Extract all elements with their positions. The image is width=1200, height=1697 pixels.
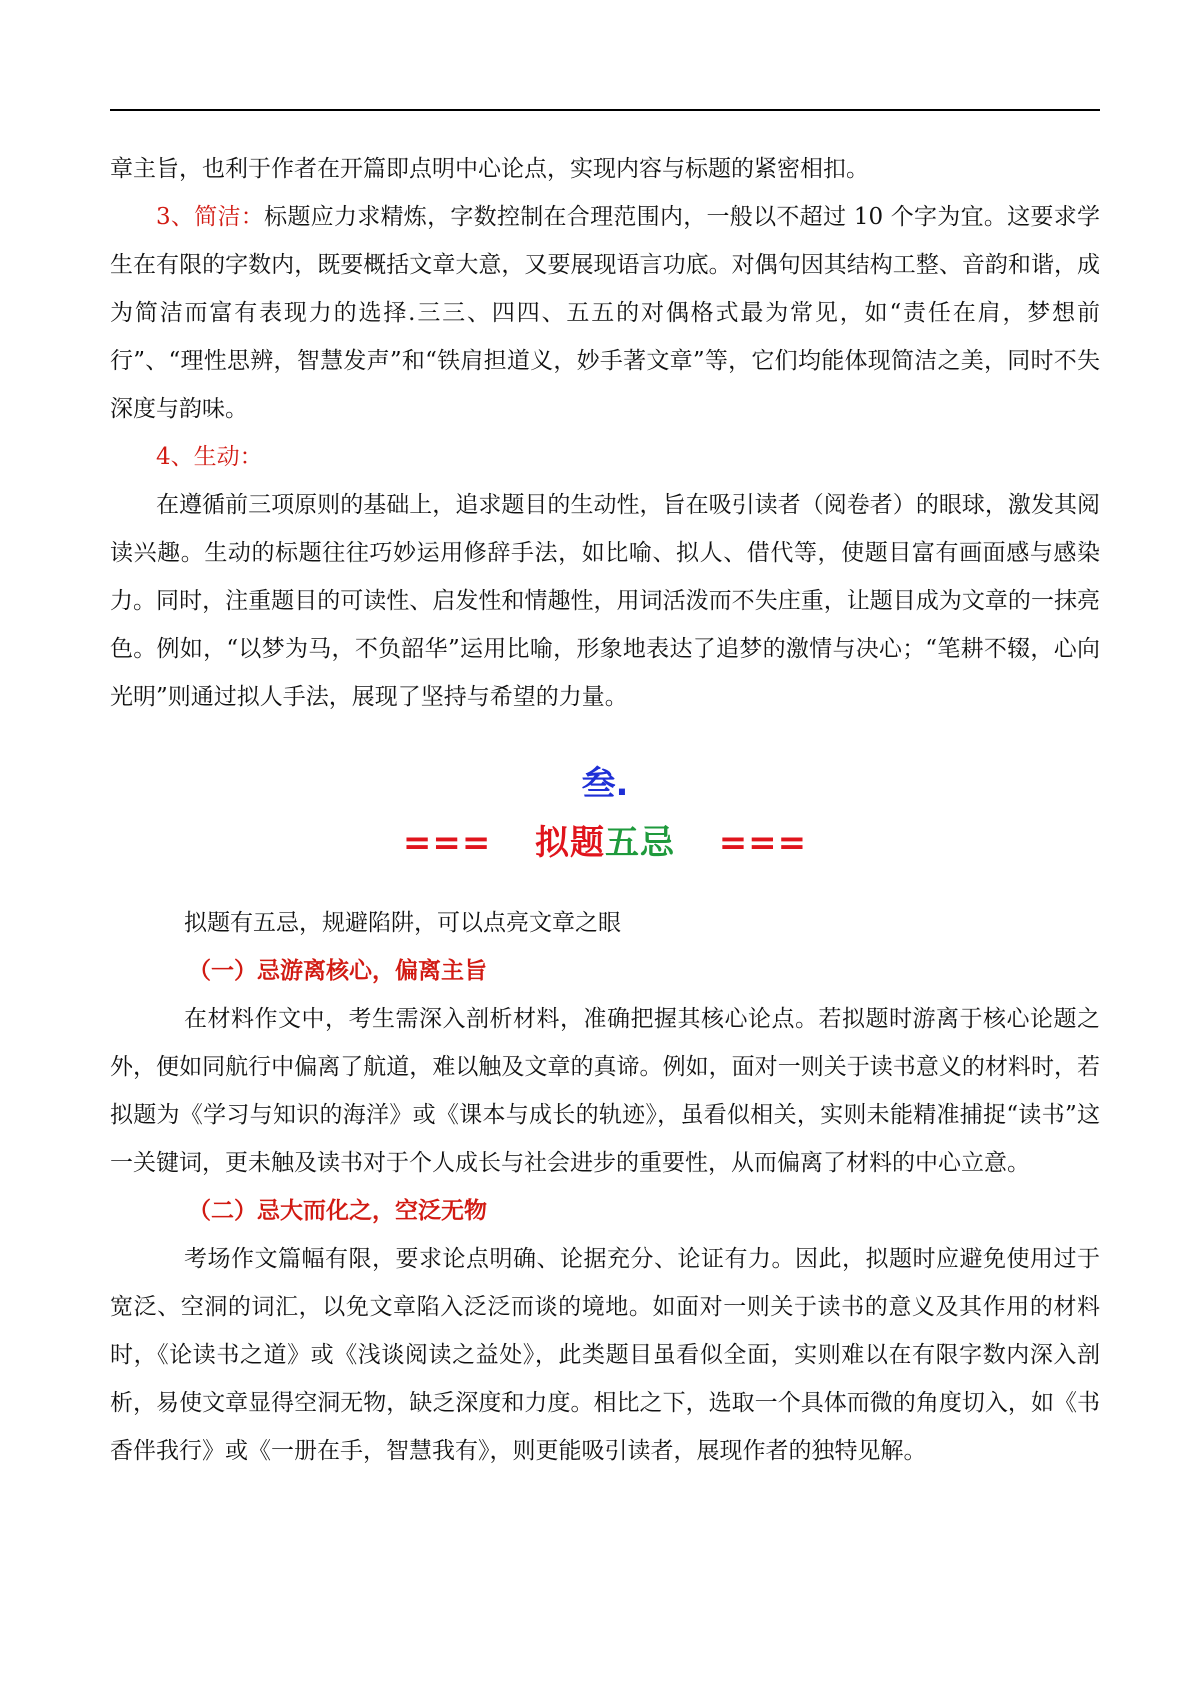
title-deco-left: === [402, 823, 492, 863]
label-concise: 3、简洁： [156, 204, 265, 230]
section-title [110, 815, 1100, 871]
paragraph-concise [110, 193, 1100, 433]
section-number: 叁. [581, 764, 629, 804]
paragraph-continued: 章主旨，也利于作者在开篇即点明中心论点，实现内容与标题的紧密相扣。 [110, 156, 869, 182]
text-concise: 标题应力求精炼，字数控制在合理范围内，一般以不超过 10 个字为宜。这要求学生在有限的字数内，既要概括文章大意，又要展现语言功底。对偶句因其结构工整、音韵和谐，成为简洁而富有表现力的选择.三三、四四、五五的对偶格式最为常见，如“责任在肩，梦想前行”、“理性思辨，智慧发声”和“铁肩担道义，妙手著文章”等，它们均能体现简洁之美，同时不失深度与韵味。 [110, 204, 1101, 422]
document-body [110, 145, 1100, 1475]
label-vivid: 4、生动： [156, 444, 263, 470]
subheading-1: （一）忌游离核心，偏离主旨 [188, 958, 487, 984]
title-deco-right: === [718, 823, 808, 863]
section-heading [110, 759, 1100, 871]
subheading-2: （二）忌大而化之，空泛无物 [188, 1198, 487, 1224]
paragraph-vivid: 在遵循前三项原则的基础上，追求题目的生动性，旨在吸引读者（阅卷者）的眼球，激发其阅读兴趣。生动的标题往往巧妙运用修辞手法，如比喻、拟人、借代等，使题目富有画面感与感染力。同时，注重题目的可读性、启发性和情趣性，用词活泼而不失庄重，让题目成为文章的一抹亮色。例如，“以梦为马，不负韶华”运用比喻，形象地表达了追梦的激情与决心；“笔耕不辍，心向光明”则通过拟人手法，展现了坚持与希望的力量。 [110, 492, 1100, 710]
title-part-2: 五忌 [605, 823, 675, 863]
title-part-1: 拟题 [535, 823, 605, 863]
paragraph-sub2: 考场作文篇幅有限，要求论点明确、论据充分、论证有力。因此，拟题时应避免使用过于宽泛、空洞的词汇，以免文章陷入泛泛而谈的境地。如面对一则关于读书的意义及其作用的材料时，《论读书之道》或《浅谈阅读之益处》，此类题目虽看似全面，实则难以在有限字数内深入剖析，易使文章显得空洞无物，缺乏深度和力度。相比之下，选取一个具体而微的角度切入，如《书香伴我行》或《一册在手，智慧我有》，则更能吸引读者，展现作者的独特见解。 [110, 1246, 1100, 1464]
section-intro: 拟题有五忌，规避陷阱，可以点亮文章之眼 [184, 910, 621, 936]
header-rule [110, 109, 1100, 111]
paragraph-sub1: 在材料作文中，考生需深入剖析材料，准确把握其核心论点。若拟题时游离于核心论题之外，便如同航行中偏离了航道，难以触及文章的真谛。例如，面对一则关于读书意义的材料时，若拟题为《学习与知识的海洋》或《课本与成长的轨迹》，虽看似相关，实则未能精准捕捉“读书”这一关键词，更未触及读书对于个人成长与社会进步的重要性，从而偏离了材料的中心立意。 [110, 1006, 1100, 1176]
